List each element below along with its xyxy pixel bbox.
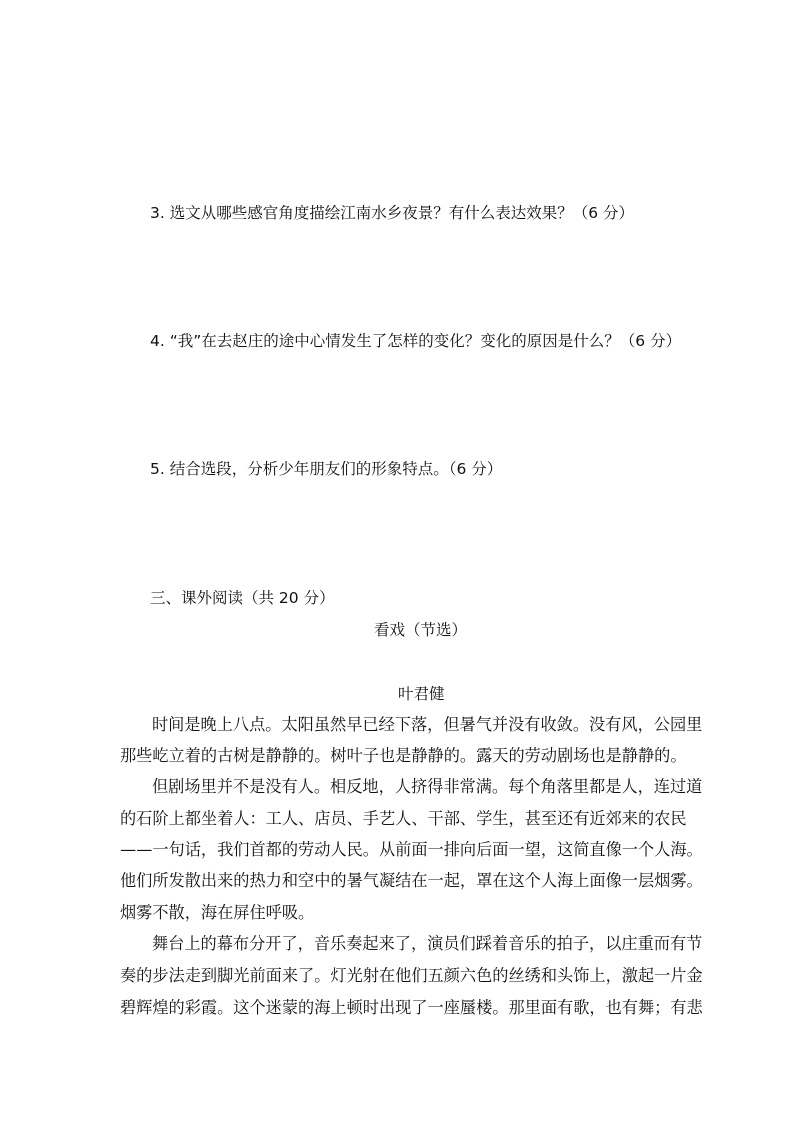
question-4: 4. “我”在去赵庄的途中心情发生了怎样的变化？变化的原因是什么？（6 分） <box>150 332 682 350</box>
body-line: 他们所发散出来的热力和空中的暑气凝结在一起，罩在这个人海上面像一层烟雾。 <box>120 871 703 890</box>
question-5: 5. 结合选段，分析少年朋友们的形象特点。（6 分） <box>150 460 503 478</box>
body-line: 但剧场里并不是没有人。相反地，人挤得非常满。每个角落里都是人，连过道 <box>152 777 703 796</box>
body-line: 舞台上的幕布分开了，音乐奏起来了，演员们踩着音乐的拍子，以庄重而有节 <box>152 934 703 953</box>
body-line: 奏的步法走到脚光前面来了。灯光射在他们五颜六色的丝绣和头饰上，激起一片金 <box>120 966 703 985</box>
section-heading: 三、课外阅读（共 20 分） <box>150 589 335 607</box>
question-3: 3. 选文从哪些感官角度描绘江南水乡夜景？有什么表达效果？（6 分） <box>150 204 635 222</box>
body-line: 时间是晚上八点。太阳虽然早已经下落，但暑气并没有收敛。没有风，公园里 <box>152 715 703 734</box>
body-line: 烟雾不散，海在屏住呼吸。 <box>120 903 315 922</box>
body-line: 碧辉煌的彩霞。这个迷蒙的海上顿时出现了一座蜃楼。那里面有歌，也有舞；有悲 <box>120 998 703 1017</box>
article-title: 看戏（节选） <box>374 621 468 639</box>
body-line: 的石阶上都坐着人：工人、店员、手艺人、干部、学生，甚至还有近郊来的农民 <box>120 809 687 828</box>
body-line: ——一句话，我们首都的劳动人民。从前面一排向后面一望，这简直像一个人海。 <box>120 840 703 859</box>
body-line: 那些屹立着的古树是静静的。树叶子也是静静的。露天的劳动剧场也是静静的。 <box>120 746 687 765</box>
article-author: 叶君健 <box>398 685 445 703</box>
